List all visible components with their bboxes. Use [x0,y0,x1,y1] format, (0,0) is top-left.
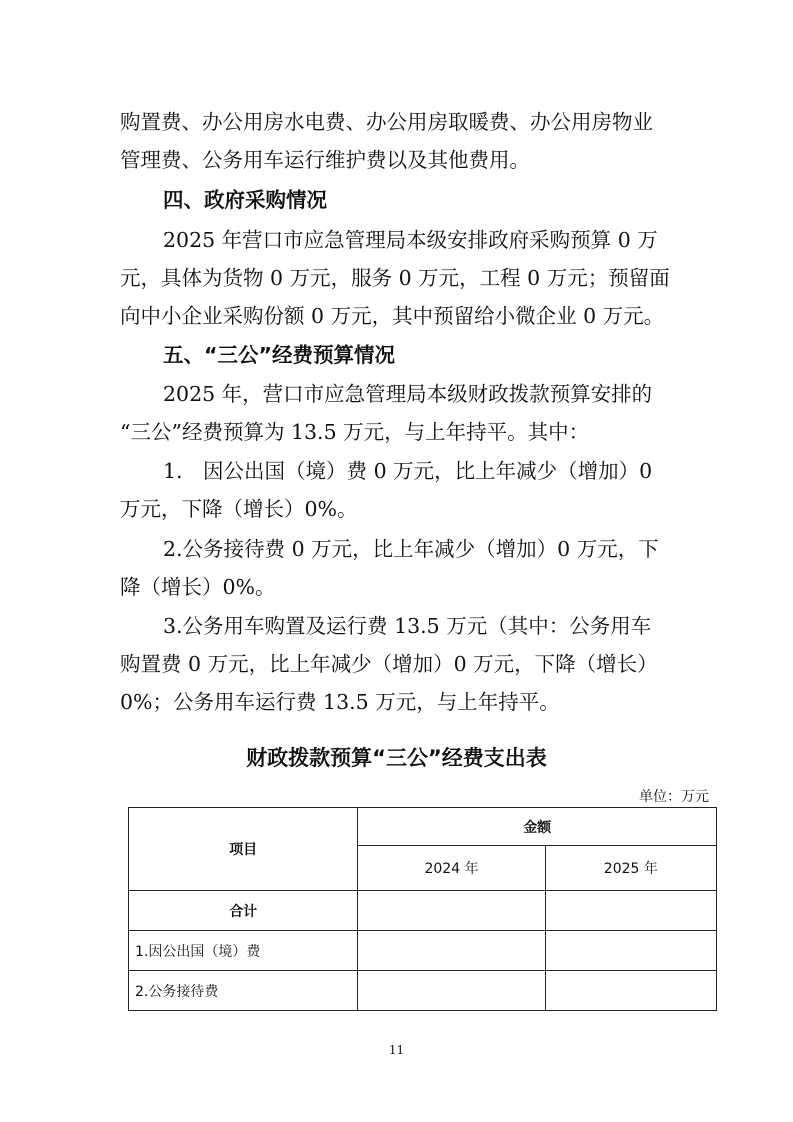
table-row [129,891,717,931]
paragraph-line: 0%；公务用车运行费 13.5 万元，与上年持平。 [120,690,560,714]
paragraph-line: 元，具体为货物 0 万元，服务 0 万元，工程 0 万元；预留面 [120,266,670,290]
header-2024: 2024 年 [358,846,545,891]
row-label: 2.公务接待费 [129,971,358,1011]
table-row [129,931,717,971]
table-title: 财政拨款预算“三公”经费支出表 [246,746,547,770]
paragraph-line: 降（增长）0%。 [120,575,276,599]
cell-2025 [545,931,716,971]
cell-2025 [545,971,716,1011]
header-amount: 金额 [358,808,717,846]
paragraph-line: 3.公务用车购置及运行费 13.5 万元（其中：公务用车 [163,614,652,638]
table-row [129,971,717,1011]
paragraph-line: 购置费、办公用房水电费、办公用房取暖费、办公用房物业 [120,110,653,134]
paragraph-line: 万元，下降（增长）0%。 [120,497,358,521]
cell-2024 [358,971,545,1011]
cell-2024 [358,891,545,931]
section-heading-procurement: 四、政府采购情况 [163,188,327,212]
paragraph-line: 向中小企业采购份额 0 万元，其中预留给小微企业 0 万元。 [120,304,665,328]
paragraph-line: 管理费、公务用车运行维护费以及其他费用。 [120,148,530,172]
header-2025: 2025 年 [545,846,716,891]
paragraph-line: 购置费 0 万元，比上年减少（增加）0 万元，下降（增长） [120,652,658,676]
three-public-expense-table [128,807,717,1011]
paragraph-line: “三公”经费预算为 13.5 万元，与上年持平。其中： [120,420,590,444]
paragraph-line: 2.公务接待费 0 万元，比上年减少（增加）0 万元，下 [163,537,659,561]
page-number: 11 [388,1043,405,1057]
row-label: 1.因公出国（境）费 [129,931,358,971]
paragraph-line: 1. 因公出国（境）费 0 万元，比上年减少（增加）0 [163,459,653,483]
paragraph-line: 2025 年营口市应急管理局本级安排政府采购预算 0 万 [163,228,658,252]
section-heading-three-public: 五、“三公”经费预算情况 [163,343,395,367]
table-unit: 单位：万元 [639,789,709,805]
paragraph-line: 2025 年，营口市应急管理局本级财政拨款预算安排的 [163,382,653,406]
cell-2025 [545,891,716,931]
row-label-total: 合计 [129,891,358,931]
cell-2024 [358,931,545,971]
header-item: 项目 [129,808,358,891]
